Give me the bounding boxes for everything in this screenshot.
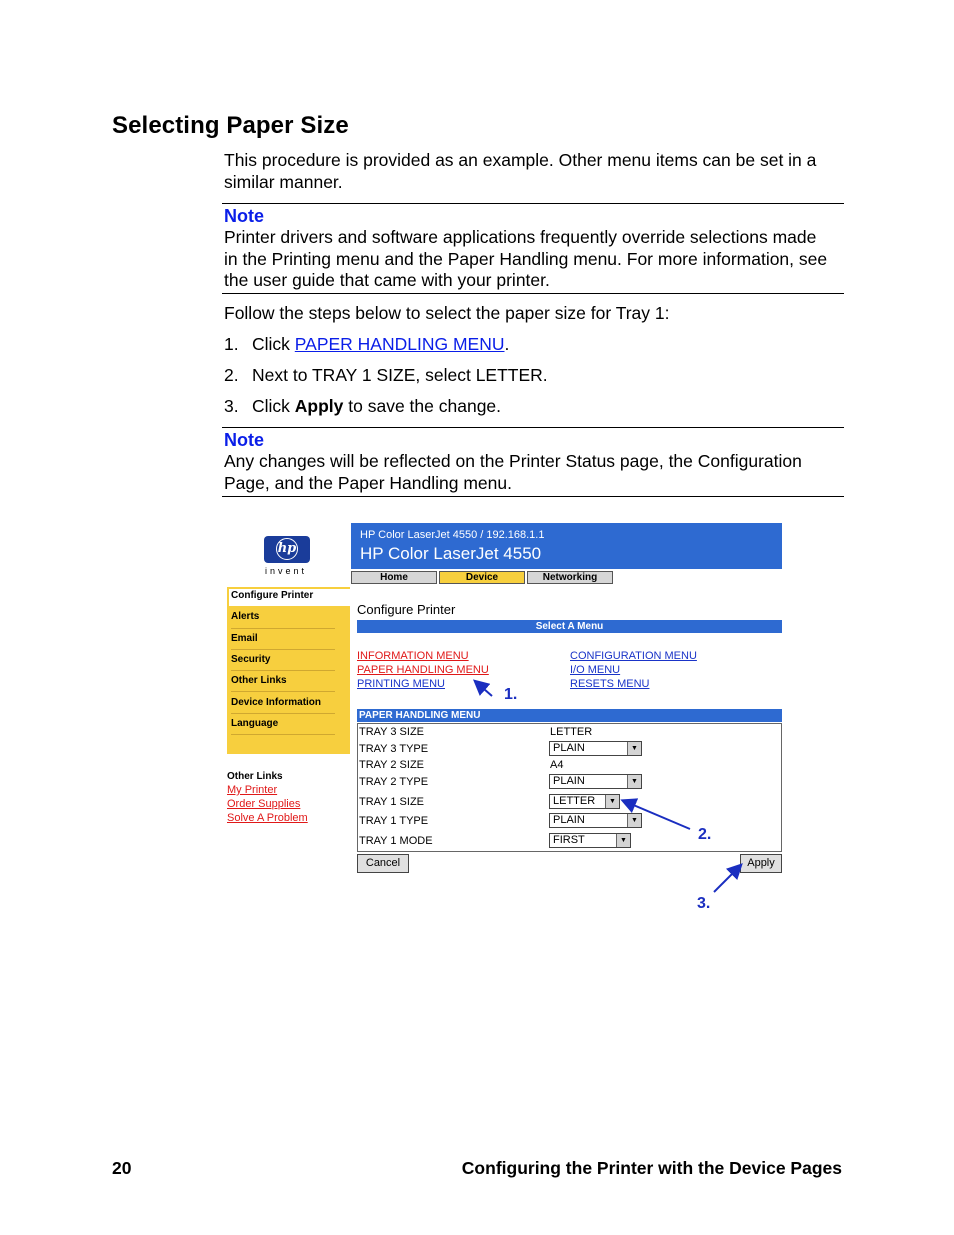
paper-handling-menu-fig-link[interactable]: PAPER HANDLING MENU: [357, 664, 489, 676]
note2-heading: Note: [224, 430, 264, 450]
footer-title: Configuring the Printer with the Device Pages: [461, 1158, 842, 1178]
banner-model: HP Color LaserJet 4550: [360, 544, 542, 563]
callout-1-arrow: [476, 682, 492, 696]
page-title: Selecting Paper Size: [112, 112, 349, 139]
information-menu-link[interactable]: INFORMATION MENU: [357, 650, 469, 662]
row-label: TRAY 2 TYPE: [359, 776, 429, 788]
hp-tagline: invent: [265, 566, 308, 576]
sidebar-item-other-links[interactable]: Other Links: [231, 675, 287, 686]
row-label: TRAY 1 TYPE: [359, 815, 429, 827]
printing-menu-link[interactable]: PRINTING MENU: [357, 678, 445, 690]
note2-body: Any changes will be reflected on the Printer Status page, the Configuration Page, and the Paper Handling menu.: [224, 451, 802, 493]
step-3-number: 3.: [224, 396, 239, 416]
note1-heading: Note: [224, 206, 264, 226]
sidebar-item-email[interactable]: Email: [231, 633, 258, 644]
sidebar-item-security[interactable]: Security: [231, 654, 271, 665]
step-1-prefix: Click: [252, 334, 295, 354]
callout-3-arrow: [714, 866, 740, 892]
step-1-suffix: .: [504, 334, 510, 354]
configure-printer-title: Configure Printer: [357, 602, 456, 617]
select-value: PLAIN: [553, 814, 585, 826]
sidebar-item-alerts[interactable]: Alerts: [231, 611, 260, 622]
row-label: TRAY 1 MODE: [359, 835, 433, 847]
row-value-static: LETTER: [550, 726, 593, 738]
callout-1-label: 1.: [504, 686, 518, 703]
step-2-number: 2.: [224, 365, 239, 385]
apply-button[interactable]: Apply: [740, 854, 782, 873]
select-value: PLAIN: [553, 775, 585, 787]
row-label: TRAY 3 SIZE: [359, 726, 425, 738]
callout-3-label: 3.: [697, 895, 711, 912]
note1-body: Printer drivers and software applications frequently override selections made in the Printing menu and the Paper Handling menu. For more information, see the user guide that came with your printer.: [224, 227, 828, 290]
other-links-heading: Other Links: [227, 771, 283, 782]
sidebar-item-language[interactable]: Language: [231, 718, 279, 729]
select-menu-bar: Select A Menu: [357, 620, 782, 633]
step-3-prefix: Click: [252, 396, 295, 416]
row-label: TRAY 2 SIZE: [359, 759, 425, 771]
configuration-menu-link[interactable]: CONFIGURATION MENU: [570, 650, 697, 662]
select-value: PLAIN: [553, 742, 585, 754]
step-1-number: 1.: [224, 334, 239, 354]
tab-device[interactable]: Device: [439, 571, 525, 584]
row-label: TRAY 3 TYPE: [359, 743, 429, 755]
callout-2-arrow: [624, 801, 690, 829]
io-menu-link[interactable]: I/O MENU: [570, 664, 621, 676]
my-printer-link[interactable]: My Printer: [227, 784, 278, 796]
tab-home[interactable]: Home: [351, 571, 437, 584]
sidebar-item-device-information[interactable]: Device Information: [231, 697, 322, 708]
row-label: TRAY 1 SIZE: [359, 796, 425, 808]
paper-handling-menu-link[interactable]: PAPER HANDLING MENU: [294, 334, 505, 354]
tab-networking[interactable]: Networking: [527, 571, 613, 584]
resets-menu-link[interactable]: RESETS MENU: [570, 678, 650, 690]
chevron-down-icon[interactable]: ▼: [605, 795, 619, 808]
row-value-static: A4: [550, 759, 564, 771]
banner-address: HP Color LaserJet 4550 / 192.168.1.1: [360, 529, 545, 541]
chevron-down-icon[interactable]: ▼: [627, 775, 641, 788]
cancel-button[interactable]: Cancel: [357, 854, 409, 873]
sidebar-item-configure-printer[interactable]: Configure Printer: [231, 590, 314, 601]
select-value: FIRST: [553, 834, 585, 846]
chevron-down-icon[interactable]: ▼: [616, 834, 630, 847]
step-3-suffix: to save the change.: [343, 396, 502, 416]
steps-intro: Follow the steps below to select the paper size for Tray 1:: [224, 303, 670, 323]
step-2-text: Next to TRAY 1 SIZE, select LETTER.: [252, 365, 548, 385]
chevron-down-icon[interactable]: ▼: [627, 742, 641, 755]
select-value: LETTER: [553, 795, 596, 807]
step-3-bold: Apply: [294, 396, 344, 416]
callout-2-label: 2.: [698, 826, 712, 843]
paper-handling-bar: PAPER HANDLING MENU: [357, 709, 782, 722]
page-number: 20: [112, 1158, 132, 1178]
hp-logo-mark: hp: [276, 538, 298, 560]
chevron-down-icon[interactable]: ▼: [627, 814, 641, 827]
intro-paragraph: This procedure is provided as an example. Other menu items can be set in a similar manner.: [224, 150, 817, 192]
solve-a-problem-link[interactable]: Solve A Problem: [227, 812, 308, 824]
order-supplies-link[interactable]: Order Supplies: [227, 798, 301, 810]
